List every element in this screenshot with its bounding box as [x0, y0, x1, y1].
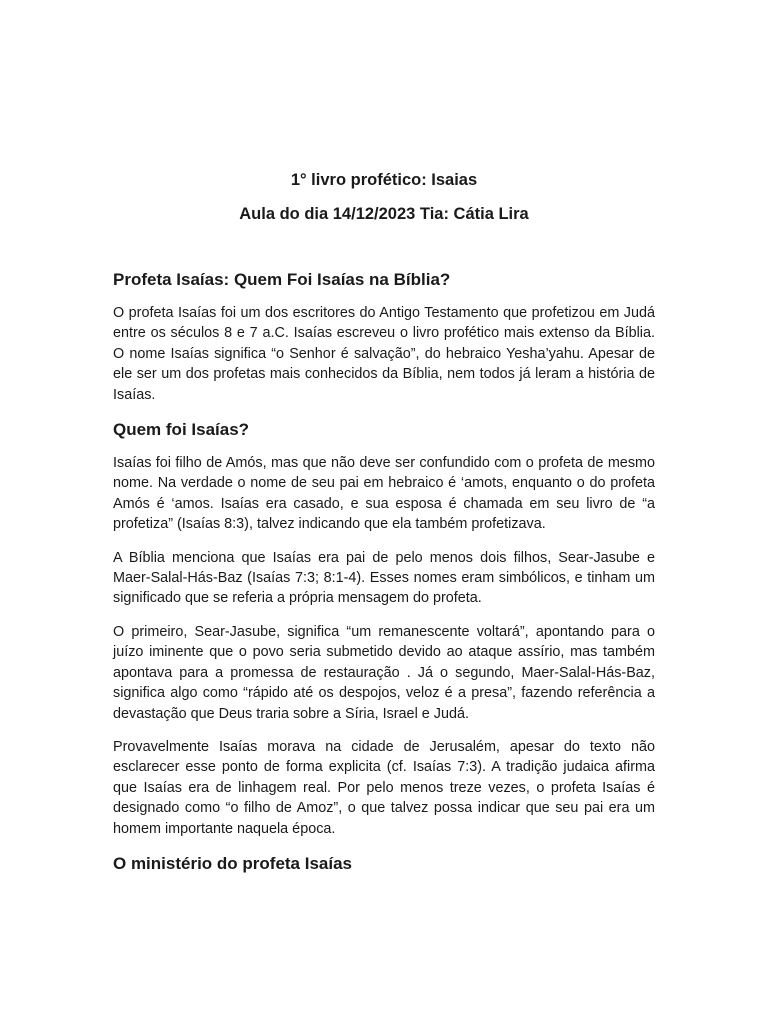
- paragraph: O primeiro, Sear-Jasube, significa “um remanescente voltará”, apontando para o juízo iminente que o povo seria submetido devido ao ataque assírio, mas também apontava para a promessa de restauração . Já o segundo, Maer-Salal-Hás-Baz, significa algo como “rápido até os despojos, veloz é a presa”, fazendo referência a devastação que Deus traria sobre a Síria, Israel e Judá.: [113, 623, 655, 722]
- document-subtitle: Aula do dia 14/12/2023 Tia: Cátia Lira: [239, 205, 529, 223]
- paragraph: O profeta Isaías foi um dos escritores do Antigo Testamento que profetizou em Judá entre os séculos 8 e 7 a.C. Isaías escreveu o livro profético mais extenso da Bíblia. O nome Isaías significa “o Senhor é salvação”, do hebraico Yesha’yahu. Apesar de ele ser um dos profetas mais conhecidos da Bíblia, nem todos já leram a história de Isaías.: [113, 305, 655, 403]
- document-page: [113, 168, 655, 887]
- document-title: 1° livro profético: Isaias: [290, 171, 478, 189]
- section-heading: Profeta Isaías: Quem Foi Isaías na Bíblia?: [113, 270, 451, 289]
- paragraph: A Bíblia menciona que Isaías era pai de pelo menos dois filhos, Sear-Jasube e Maer-Salal-Hás-Baz (Isaías 7:3; 8:1-4). Esses nomes eram simbólicos, e tinham um significado que se referia a própria mensagem do profeta.: [113, 549, 655, 607]
- section-heading: Quem foi Isaías?: [113, 420, 250, 440]
- paragraph: Isaías foi filho de Amós, mas que não deve ser confundido com o profeta de mesmo nome. Na verdade o nome de seu pai em hebraico é ‘amots, enquanto o do profeta Amós é ‘amos. Isaías era casado, e sua esposa é chamada em seu livro de “a profetiza” (Isaías 8:3), talvez indicando que ela também profetizava.: [113, 455, 655, 533]
- paragraph: Provavelmente Isaías morava na cidade de Jerusalém, apesar do texto não esclarecer esse ponto de forma explicita (cf. Isaías 7:3). A tradição judaica afirma que Isaías era de linhagem real. Por pelo menos treze vezes, o profeta Isaías é designado como “o filho de Amoz”, o que talvez possa indicar que seu pai era um homem importante naquela época.: [113, 738, 655, 837]
- section-heading: O ministério do profeta Isaías: [113, 853, 353, 873]
